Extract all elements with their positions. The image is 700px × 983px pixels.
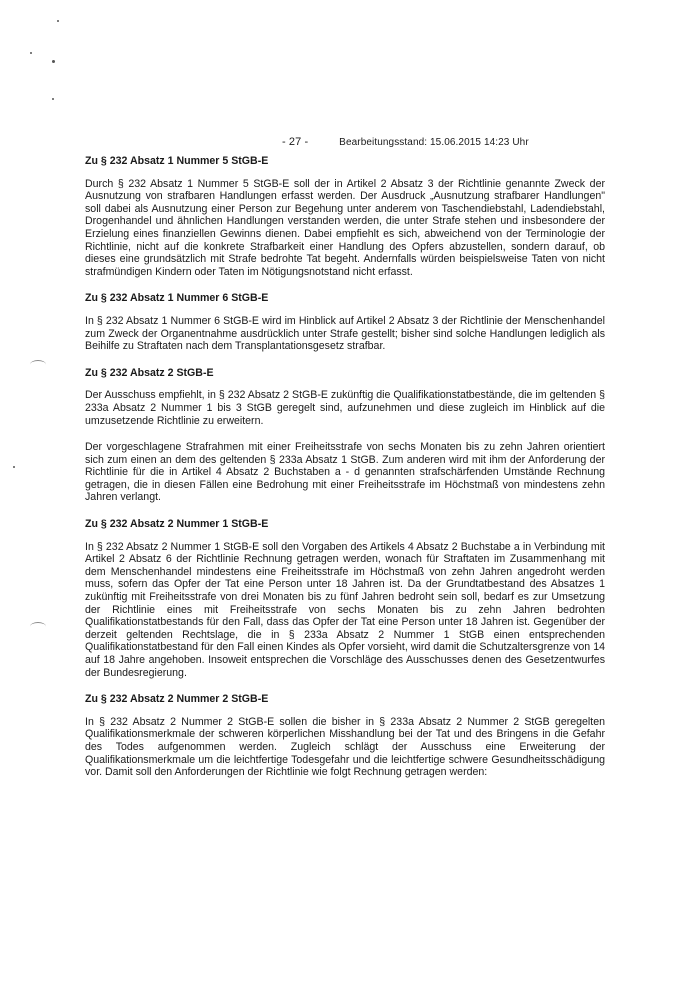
scan-speck [52,60,55,63]
section-abs1-nr5 [85,155,605,278]
section-abs1-nr6 [85,292,605,352]
section-paragraph: In § 232 Absatz 1 Nummer 6 StGB-E wird im Hinblick auf Artikel 2 Absatz 3 der Richtlinie der Menschenhandel zum Zweck der Organentnahme ausdrücklich unter Strafe gestellt; bisher sind solche Handlungen lediglich als Beihilfe zu Straftaten nach dem Transplantationsgesetz strafbar. [85,314,605,353]
section-abs2 [85,367,605,504]
page-header [282,136,529,148]
scan-speck [30,52,32,54]
section-heading: Zu § 232 Absatz 2 Nummer 2 StGB-E [85,693,269,706]
section-paragraph: In § 232 Absatz 2 Nummer 2 StGB-E sollen die bisher in § 233a Absatz 2 Nummer 2 StGB geregelten Qualifikationsmerkmale der schweren körperlichen Misshandlung bei der Tat und des Bringens in die Gefahr des Todes aufgenommen werden. Zugleich schlägt der Ausschuss eine Erweiterung der Qualifikationsmerkmale um die leichtfertige Todesgefahr und die leichtfertige schwere Gesundheitsschädigung vor. Damit soll den Anforderungen der Richtlinie wie folgt Rechnung getragen werden: [85,715,605,779]
section-paragraph: In § 232 Absatz 2 Nummer 1 StGB-E soll den Vorgaben des Artikels 4 Absatz 2 Buchstabe a in Verbindung mit Artikel 2 Absatz 6 der Richtlinie Rechnung getragen werden, wonach für Straftaten im Zusammenhang mit dem Menschenhandel mindestens eine Freiheitsstrafe im Höchstmaß von zehn Jahren angedroht werden muss, sofern das Opfer der Tat eine Person unter 18 Jahren ist. Da der Grundtatbestand des Absatzes 1 zukünftig mit Freiheitsstrafe von drei Monaten bis zu fünf Jahren bedroht sein soll, bedarf es zur Umsetzung der Richtlinie eines mit Freiheitsstrafe von sechs Monaten bis zu zehn Jahren bedrohten Qualifikationstatbestands für den Fall, dass das Opfer der Tat eine Person unter 18 Jahren ist. Gegenüber der derzeit geltenden Rechtslage, die in § 233a Absatz 2 Nummer 1 StGB einen entsprechenden Qualifikationstatbestand für den Fall einen Kindes als Opfer vorsieht, wird damit die Schutzaltersgrenze von 14 auf 18 Jahre angehoben. Insoweit entsprechen die Vorschläge des Ausschusses denen des Gesetzentwurfes der Bundesregierung. [85,540,605,679]
section-heading: Zu § 232 Absatz 1 Nummer 6 StGB-E [85,292,269,305]
section-paragraph: Durch § 232 Absatz 1 Nummer 5 StGB-E soll der in Artikel 2 Absatz 3 der Richtlinie genannte Zweck der Ausnutzung von strafbaren Handlungen erfasst werden. Der Ausdruck „Ausnutzung strafbarer Handlungen" soll dabei als Ausnutzung einer Person zur Begehung unter anderem von Taschendiebstahl, Ladendiebstahl, Drogenhandel und ähnlichen Handlungen verstanden werden, die unter Strafe stehen und insbesondere der Erzielung eines finanziellen Gewinns dienen. Dabei empfiehlt es sich, abweichend von der Terminologie der Richtlinie, nicht auf die konkrete Strafbarkeit einer Handlung des Opfers abzustellen, sondern darauf, ob dieses eine grundsätzlich mit Strafe bedrohte Tat begeht. Andernfalls würden beispielsweise Taten von nicht strafmündigen Kindern oder Taten im Nötigungsnotstand nicht erfasst. [85,177,605,278]
section-paragraph: Der Ausschuss empfiehlt, in § 232 Absatz 2 StGB-E zukünftig die Qualifikationstatbestände, die im geltenden § 233a Absatz 2 Nummer 1 bis 3 StGB geregelt sind, aufzunehmen und diese zugleich im Hinblick auf die umzusetzende Richtlinie zu erweitern. [85,389,605,427]
section-abs2-nr2 [85,693,605,779]
edit-status: Bearbeitungsstand: 15.06.2015 14:23 Uhr [339,137,529,148]
section-heading: Zu § 232 Absatz 2 Nummer 1 StGB-E [85,518,269,531]
page-number: - 27 - [282,136,309,148]
section-abs2-nr1 [85,518,605,679]
section-heading: Zu § 232 Absatz 2 StGB-E [85,366,214,379]
hole-punch-mark [30,622,46,631]
hole-punch-mark [30,360,46,369]
scan-speck [13,466,15,468]
section-heading: Zu § 232 Absatz 1 Nummer 5 StGB-E [85,155,269,167]
scan-speck [52,98,54,100]
document-body [85,155,605,793]
scan-speck [57,20,59,22]
section-paragraph: Der vorgeschlagene Strafrahmen mit einer Freiheitsstrafe von sechs Monaten bis zu zehn Jahren orientiert sich zum einen an dem des geltenden § 233a Absatz 1 StGB. Zum anderen wird mit ihm der Anforderung der Richtlinie für die in Artikel 4 Absatz 2 Buchstaben a - d genannten strafschärfenden Umstände Rechnung getragen, die in diesen Fällen eine Bedrohung mit einer Freiheitsstrafe im Höchstmaß von mindestens zehn Jahren verlangt. [85,441,605,504]
